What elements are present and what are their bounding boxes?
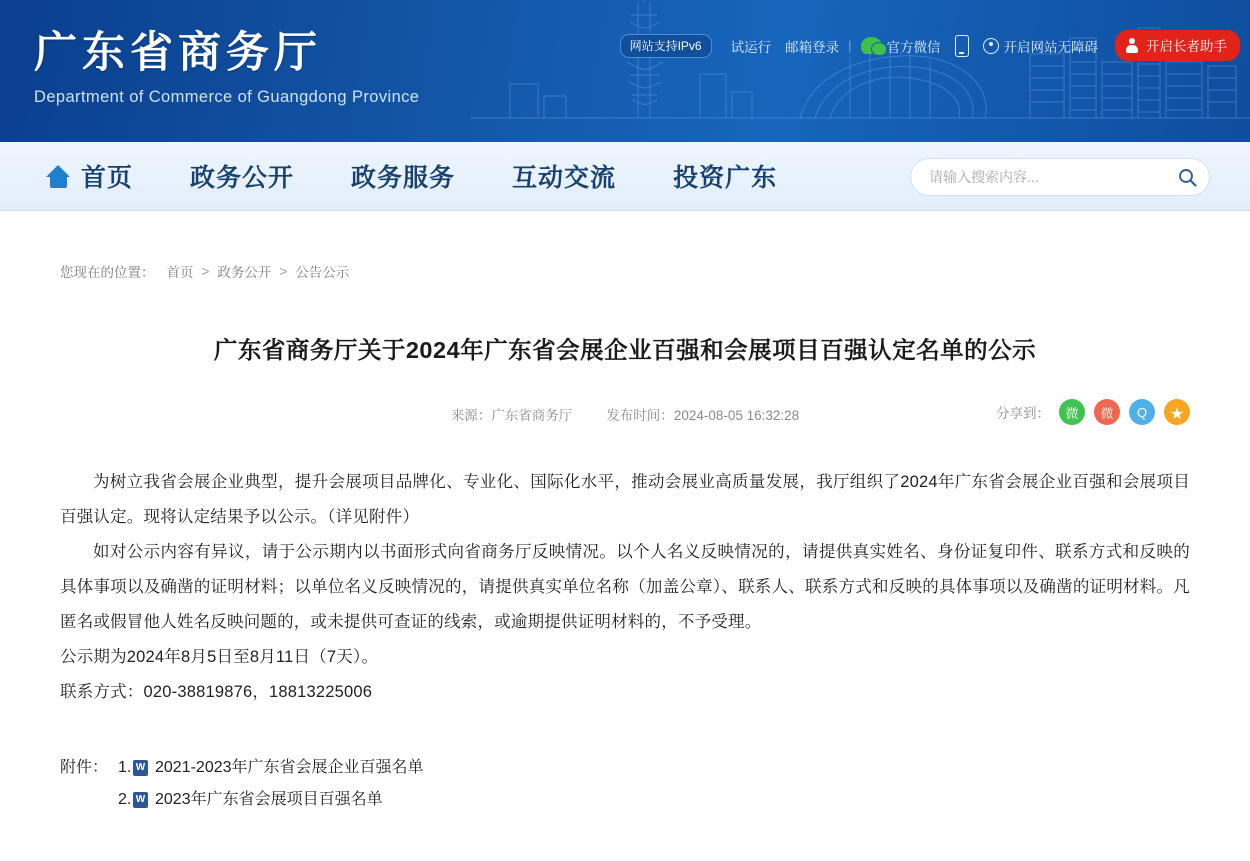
site-branding <box>34 26 419 107</box>
article-source <box>451 404 573 424</box>
page-title: 广东省商务厅关于2024年广东省会展企业百强和会展项目百强认定名单的公示 <box>213 337 1037 363</box>
breadcrumb-item-home[interactable]: 首页 <box>166 265 194 280</box>
word-doc-icon: W <box>133 792 148 808</box>
site-header-banner <box>0 0 1250 142</box>
search-icon <box>1178 168 1197 187</box>
article-date-label: 发布时间： <box>606 408 674 423</box>
official-wechat-item[interactable] <box>854 36 948 56</box>
mobile-site-item[interactable] <box>948 35 976 57</box>
utility-bar <box>620 30 1240 61</box>
nav-item-home-label: 首页 <box>81 164 134 192</box>
official-wechat-label: 官方微信 <box>886 39 941 55</box>
attachments-list <box>118 752 1190 816</box>
nav-items <box>46 158 834 194</box>
elder-helper-button[interactable] <box>1115 30 1240 61</box>
qq-share-icon[interactable]: Q <box>1129 399 1155 425</box>
article-paragraph-1: 为树立我省会展企业典型，提升会展项目品牌化、专业化、国际化水平，推动会展业高质量发展，我厅组织了2024年广东省会展企业百强和会展项目百强认定。现将认定结果予以公示。（详见附件） <box>60 473 1190 526</box>
attachments-label: 附件： <box>60 759 109 776</box>
accessibility-item[interactable] <box>976 36 1106 56</box>
attachments-section <box>60 752 1190 816</box>
breadcrumb-item-announcements[interactable]: 公告公示 <box>295 265 350 280</box>
article-date <box>606 404 799 424</box>
accessibility-label: 开启网站无障碍 <box>1003 39 1098 55</box>
guangzhou-skyline-decoration <box>470 0 1250 142</box>
list-item <box>118 784 1190 816</box>
ipv6-badge: 网站支持IPv6 <box>620 34 712 58</box>
article-source-label: 来源： <box>450 408 492 423</box>
elder-person-icon <box>1126 38 1141 53</box>
nav-item-government-services[interactable]: 政务服务 <box>351 164 456 192</box>
accessibility-icon <box>983 38 999 54</box>
breadcrumb-label: 您现在的位置： <box>60 265 155 280</box>
main-navigation <box>0 142 1250 211</box>
utility-separator: | <box>848 38 852 53</box>
site-title-cn: 广东省商务厅 <box>34 29 322 77</box>
trial-run-link[interactable]: 试运行 <box>730 39 772 55</box>
article-paragraph-4: 联系方式：020-38819876，18813225006 <box>60 683 373 701</box>
nav-item-invest-guangdong[interactable]: 投资广东 <box>673 164 778 192</box>
breadcrumb-item-government-affairs[interactable]: 政务公开 <box>217 265 272 280</box>
attachment-link-2[interactable]: 2023年广东省会展项目百强名单 <box>155 791 383 808</box>
share-label: 分享到： <box>996 406 1050 421</box>
wechat-share-icon[interactable]: 微 <box>1059 399 1085 425</box>
article-source-value: 广东省商务厅 <box>491 408 573 423</box>
wechat-icon <box>861 37 882 54</box>
list-item <box>118 752 1190 784</box>
attachment-number-2: 2. <box>118 791 132 808</box>
breadcrumb <box>0 211 1250 281</box>
favorite-share-icon[interactable]: ★ <box>1164 399 1190 425</box>
elder-helper-label: 开启长者助手 <box>1146 39 1227 54</box>
nav-item-interaction[interactable]: 互动交流 <box>512 164 617 192</box>
search-button[interactable] <box>1165 159 1209 195</box>
breadcrumb-separator-2: > <box>279 263 288 279</box>
attachment-number-1: 1. <box>118 759 132 776</box>
nav-item-government-affairs[interactable]: 政务公开 <box>190 164 295 192</box>
home-icon <box>46 165 71 188</box>
phone-icon <box>955 35 969 57</box>
weibo-share-icon[interactable]: 微 <box>1094 399 1120 425</box>
search-input[interactable] <box>911 159 1165 195</box>
article-date-value: 2024-08-05 16:32:28 <box>673 408 800 423</box>
article-paragraph-3: 公示期为2024年8月5日至8月11日（7天）。 <box>60 648 379 666</box>
site-title-en: Department of Commerce of Guangdong Province <box>34 88 420 106</box>
word-doc-icon: W <box>133 760 148 776</box>
attachments-row <box>60 752 1190 816</box>
article <box>60 281 1190 816</box>
article-meta <box>60 399 1190 429</box>
breadcrumb-separator-1: > <box>201 263 210 279</box>
nav-item-home[interactable] <box>46 158 133 194</box>
share-bar <box>996 399 1190 425</box>
attachment-link-1[interactable]: 2021-2023年广东省会展企业百强名单 <box>155 759 424 776</box>
mail-login-link[interactable]: 邮箱登录 <box>785 39 840 55</box>
search-box <box>910 158 1210 196</box>
article-paragraph-2: 如对公示内容有异议，请于公示期内以书面形式向省商务厅反映情况。以个人名义反映情况的，请提供真实姓名、身份证复印件、联系方式和反映的具体事项以及确凿的证明材料；以单位名义反映情况的，请提供真实单位名称（加盖公章）、联系人、联系方式和反映的具体事项以及确凿的证明材料。凡匿名或假冒他人姓名反映问题的，或未提供可查证的线索，或逾期提供证明材料的，不予受理。 <box>60 543 1190 631</box>
article-body <box>60 465 1190 710</box>
